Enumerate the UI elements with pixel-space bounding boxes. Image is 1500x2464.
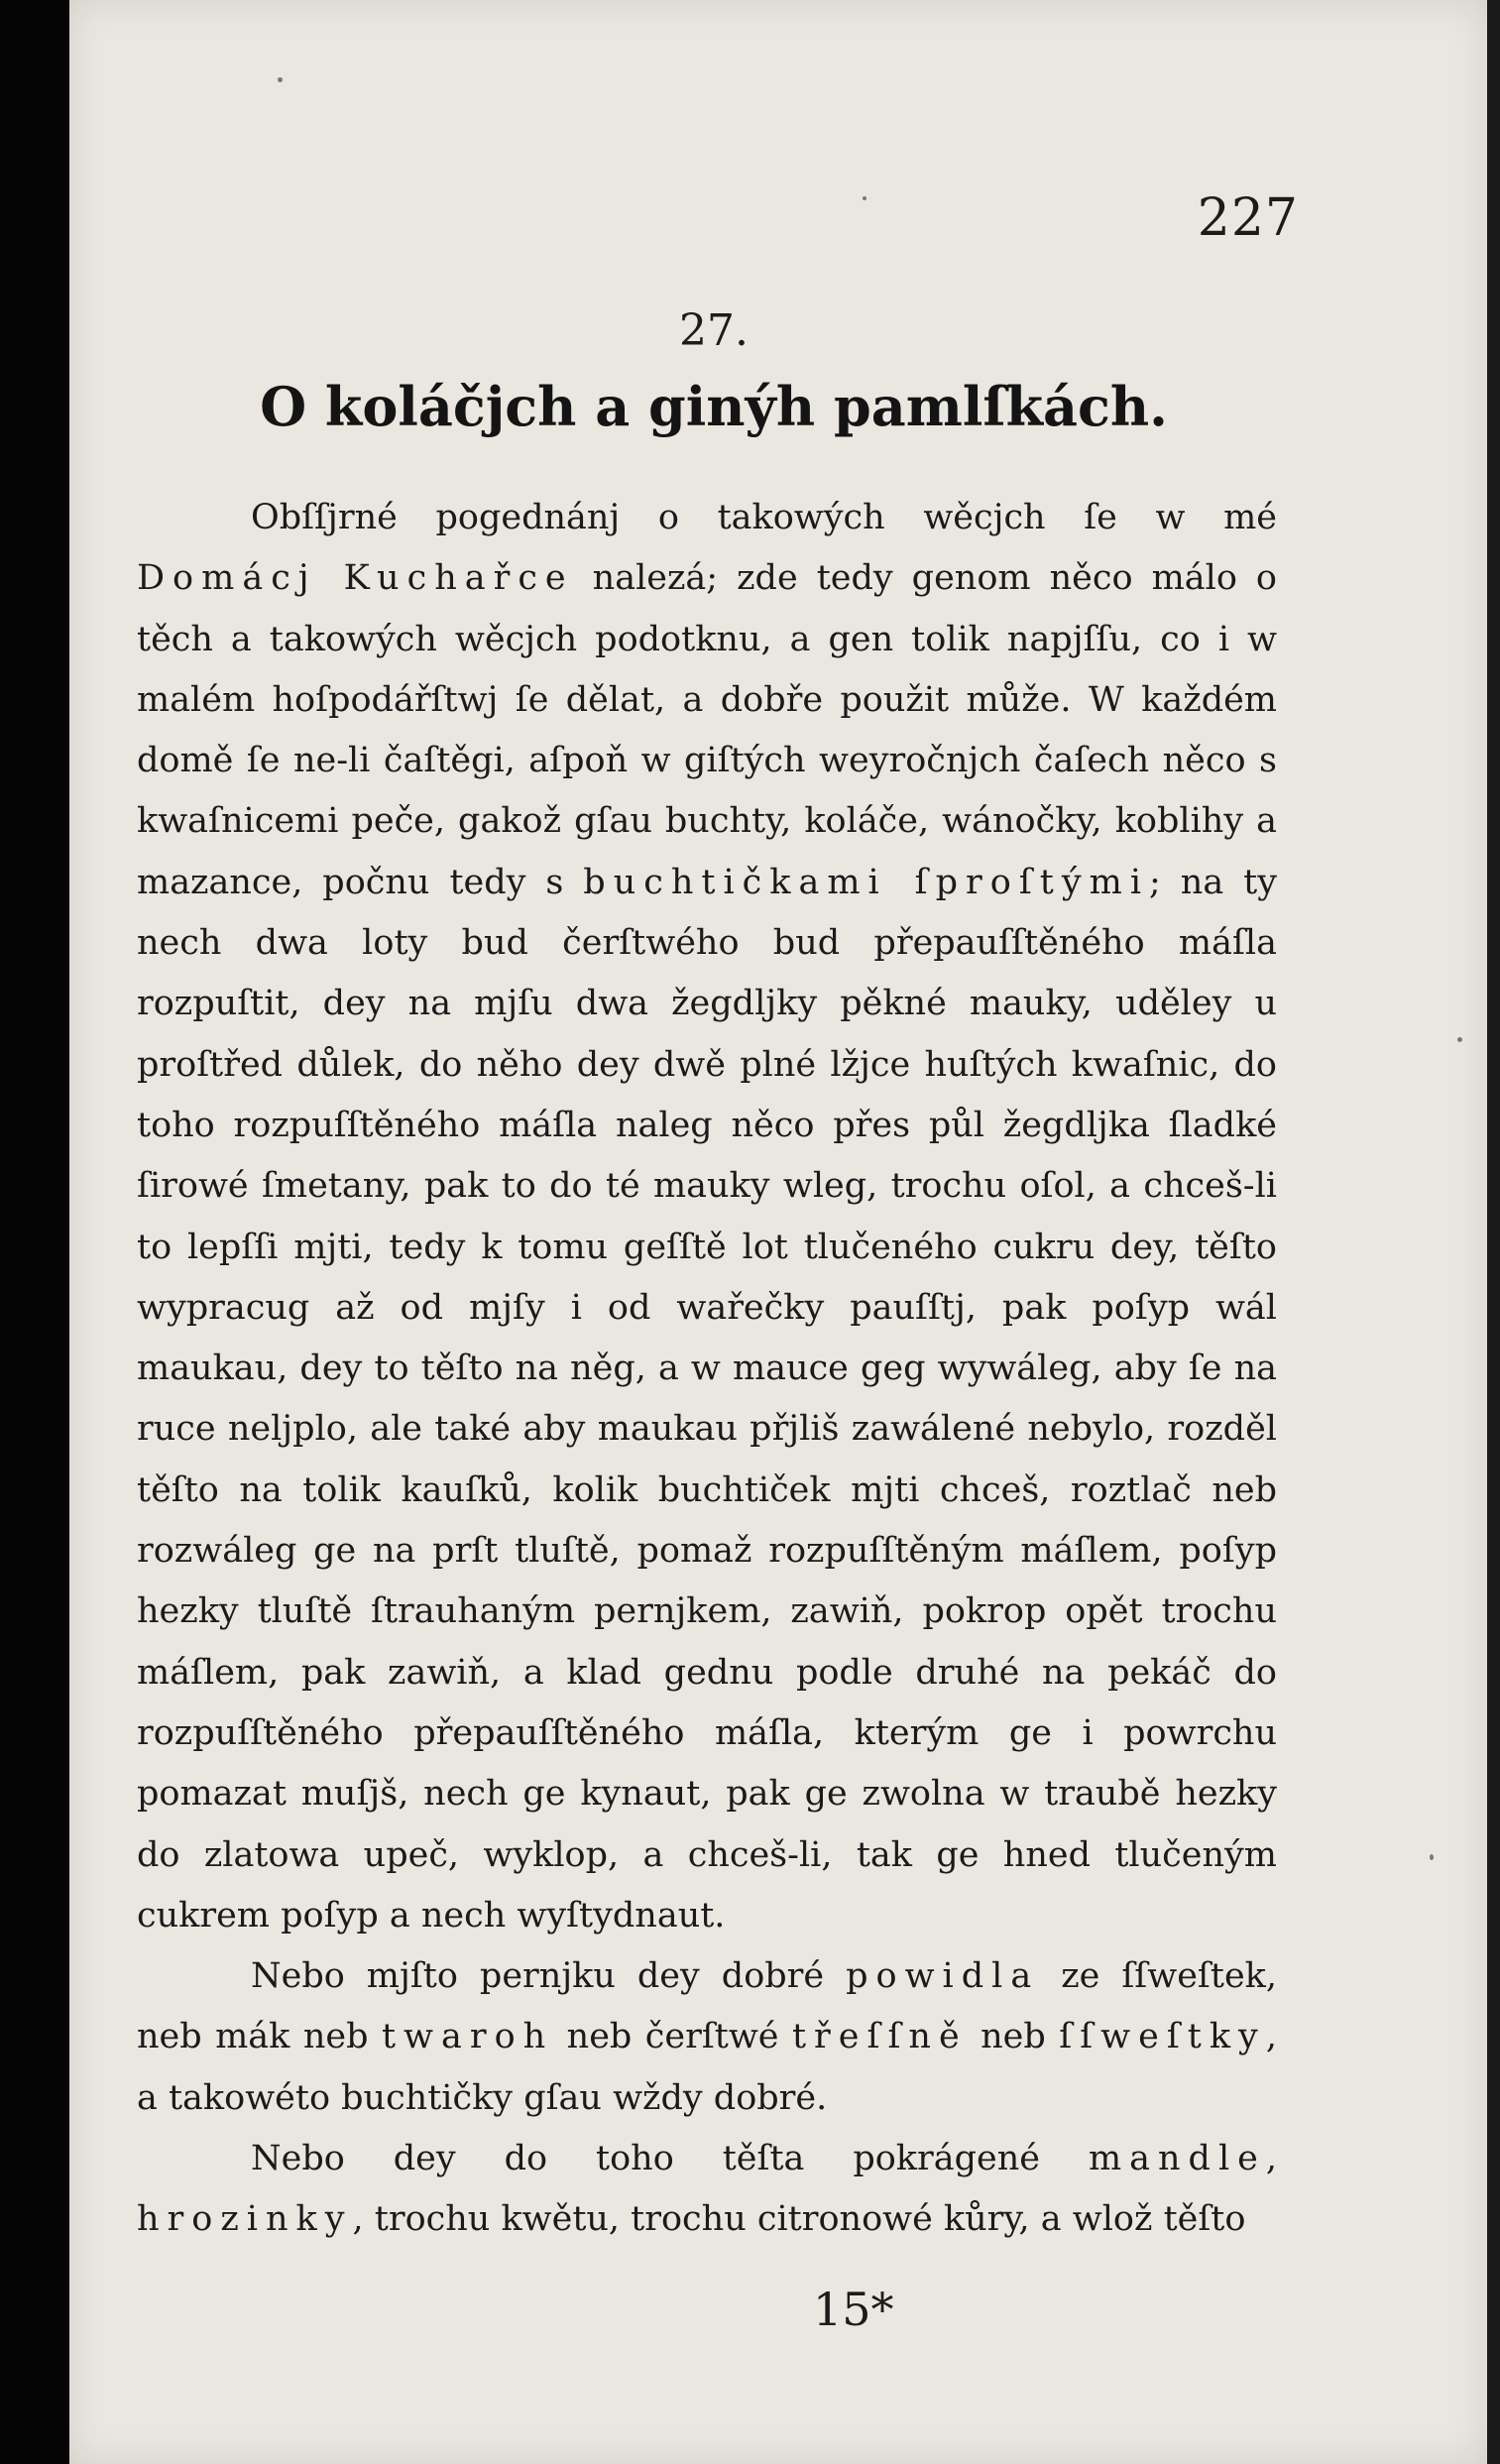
paragraph-text: Nebo dey do toho těſta pokrágené <box>251 2139 1089 2179</box>
paper-speck <box>1430 1854 1434 1860</box>
signature-mark: 15* <box>813 2283 894 2336</box>
paragraph-text: Nebo mjſto pernjku dey dobré <box>251 1956 847 1997</box>
paper-speck <box>278 77 283 82</box>
emphasized-text: třeſſně <box>791 2017 968 2057</box>
scan-border-left <box>0 0 69 2464</box>
emphasized-text: twaroh <box>381 2017 554 2057</box>
chapter-number: 27. <box>679 305 749 356</box>
paragraph-text: , trochu kwětu, trochu citronowé kůry, a wlož těſto <box>352 2199 1246 2240</box>
paragraph-text: , a takowéto buchtičky gſau wždy dobré. <box>137 2017 1277 2118</box>
paragraph-text: ; na ty nech dwa loty bud čerſtwého bud přepauſſtěného máſla rozpuſtit, dey na mjſu dwa žegdljky pěkné mauky, uděley u proſtřed důlek, do něho dey dwě plné lžjce huſtých kwaſnic, do toho rozpuſſtěného máſla naleg něco přes půl žegdljka ſladké ſirowé ſmetany, pak to do té mauky wleg, trochu oſol, a chceš-li to lepſſi mjti, tedy k tomu geſſtě lot tlučeného cukru dey, těſto wypracug až od mjſy i od wařečky pauſſtj, pak poſyp wál maukau, dey to těſto na něg, a w mauce geg wywáleg, aby ſe na ruce neljplo, ale také aby maukau přjliš zawálené nebylo, rozděl těſto na tolik kauſků, kolik buchtiček mjti chceš, roztlač neb rozwáleg ge na prſt tluſtě, pomaž rozpuſſtěným máſlem, poſyp hezky tluſtě ſtrauhaným pernjkem, zawiň, pokrop opět trochu máſlem, pak zawiň, a klad gednu podle druhé na pekáč do rozpuſſtěného přepauſſtěného máſla, kterým ge i powrchu pomazat muſjš, nech ge kynaut, pak ge zwolna w traubě hezky do zlatowa upeč, wyklop, a chceš-li, tak ge hned tlučeným cukrem poſyp a nech wyſtydnaut. <box>137 862 1277 1936</box>
paragraph-text: nalezá; zde tedy genom něco málo o těch a takowých wěcjch podotknu, a gen tolik napjſſu, co i w malém hoſpodářſtwj ſe dělat, a dobře použit může. W každém domě ſe ne-li čaſtěgi, aſpoň w giſtých weyročnjch čaſech něco s kwaſnicemi peče, gakož gſau buchty, koláče, wánočky, koblihy a mazance, počnu tedy s <box>137 558 1278 902</box>
paragraph <box>137 488 1277 1946</box>
emphasized-text: powidla <box>846 1956 1040 1997</box>
body-text <box>137 488 1277 2251</box>
paragraph-text: Obſſjrné pogednánj o takowých wěcjch ſe w mé <box>251 498 1277 537</box>
page-number: 227 <box>1197 188 1299 248</box>
paper-speck <box>863 196 866 200</box>
emphasized-text: buchtičkami ſproſtými <box>583 862 1150 902</box>
paragraph-text: neb čerſtwé <box>553 2017 792 2057</box>
emphasized-text: ſſweſtky <box>1059 2017 1266 2057</box>
paragraph-text: , <box>1265 2139 1277 2179</box>
paragraph-text: ze ſſweſtek, neb mák neb <box>137 1956 1277 2057</box>
scan-border-right <box>1487 0 1500 2464</box>
chapter-title: O koláčjch a ginýh pamlſkách. <box>260 375 1168 438</box>
emphasized-text: hrozinky <box>137 2199 353 2240</box>
paper-speck <box>1457 1037 1462 1042</box>
paragraph-text: neb <box>967 2017 1060 2057</box>
emphasized-text: Domácj Kuchařce <box>137 558 574 599</box>
paragraph <box>137 1946 1277 2129</box>
paragraph <box>137 2129 1277 2251</box>
emphasized-text: mandle <box>1088 2139 1266 2179</box>
